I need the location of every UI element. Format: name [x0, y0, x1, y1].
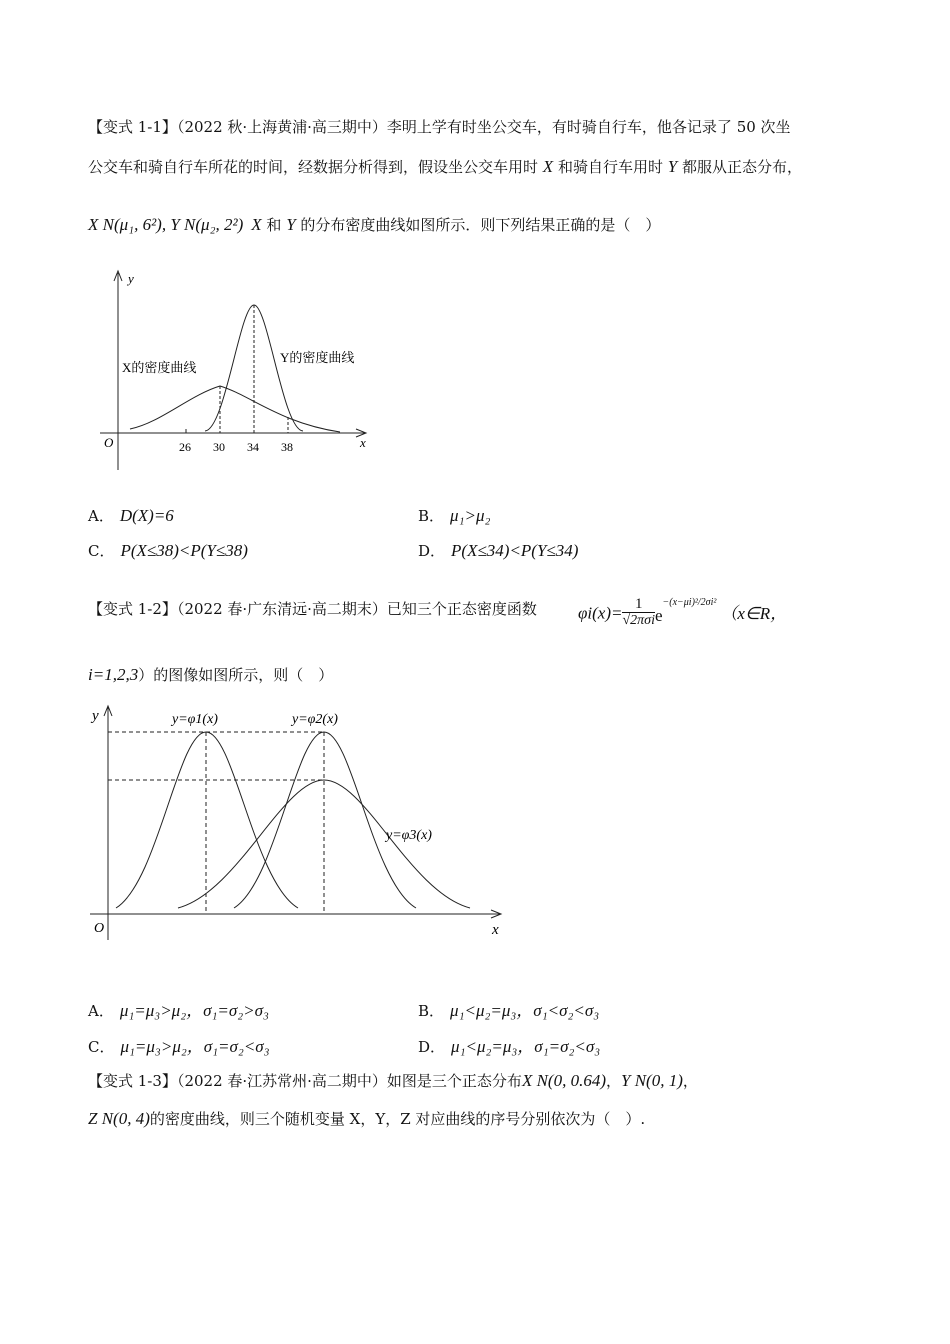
q2-option-d[interactable]	[418, 1036, 600, 1058]
q2-curve1-label: y=φ1(x)	[172, 712, 218, 727]
q2-option-a[interactable]	[88, 1000, 269, 1022]
q2-line1	[88, 598, 537, 620]
q2-option-c-label: C．	[88, 1038, 115, 1056]
q2-option-c-text: μ₁=μ₃>μ₂，σ₁=σ₂<σ₃	[120, 1037, 270, 1056]
q2-index: i=1,2,3	[88, 665, 139, 684]
q1-option-a-text: D(X)=6	[119, 506, 174, 525]
q2-curve-phi1	[116, 732, 298, 908]
q2-option-d-text: μ₁<μ₂=μ₃，σ₁=σ₂<σ₃	[451, 1037, 601, 1056]
q1-option-a-label: A．	[88, 507, 114, 525]
q1-tag: 【变式 1-1】	[88, 118, 177, 136]
q3-text-a: 如图是三个正态分布	[386, 1072, 522, 1090]
q2-func: φi(x)=	[578, 603, 623, 623]
q2-line2-text: ）的图像如图所示，则（ ）	[138, 666, 334, 684]
q1-option-c-text: P(X≤38)<P(Y≤38)	[120, 541, 248, 560]
q1-option-c-label: C．	[88, 542, 115, 560]
q1-figure	[90, 265, 380, 475]
q1-option-d-label: D．	[418, 542, 446, 560]
q2-frac-num: 1	[622, 596, 655, 613]
q2-frac-den: √2πσi	[622, 613, 655, 628]
q1-y-curve-label: Y的密度曲线	[280, 350, 355, 365]
q3-dist1: X N(0, 0.64)	[521, 1071, 606, 1090]
q2-source: （2022 春·广东清远·高二期末）	[176, 600, 387, 618]
q1-x-label: x	[360, 435, 366, 450]
q2-option-b-text: μ₁<μ₂=μ₃，σ₁<σ₂<σ₃	[450, 1001, 600, 1020]
q2-curve-phi2	[234, 732, 416, 908]
q1-y-label: y	[128, 271, 134, 286]
q1-line2-a: 公交车和骑自行车所花的时间，经数据分析得到，假设坐公交车用时	[88, 158, 543, 176]
q2-exponent: −(x−μi)²/2σi²	[662, 596, 717, 608]
q3-sep1: ，	[605, 1072, 621, 1090]
q1-line2	[88, 156, 802, 178]
q1-line2-c: 都服从正态分布，	[677, 158, 802, 176]
q1-tick-38-label: 38	[281, 440, 293, 454]
q2-tag: 【变式 1-2】	[88, 600, 177, 618]
q1-line3-x: X	[251, 215, 262, 234]
q2-x-label: x	[492, 922, 499, 938]
q2-option-b[interactable]	[418, 1000, 599, 1022]
q1-var-x: X	[542, 157, 554, 176]
q3-line1	[88, 1070, 698, 1092]
q1-line3-y: Y	[286, 215, 296, 234]
q1-option-b-text: μ₁>μ₂	[450, 506, 491, 525]
q3-source: （2022 春·江苏常州·高二期中）	[176, 1072, 387, 1090]
q1-var-y: Y	[667, 157, 678, 176]
q1-line3-b: 的分布密度曲线如图所示．则下列结果正确的是（ ）	[295, 216, 661, 234]
q2-y-label: y	[92, 708, 99, 724]
q2-option-c[interactable]	[88, 1036, 270, 1058]
q1-option-c[interactable]	[88, 540, 248, 562]
q2-text-a: 已知三个正态密度函数	[386, 600, 537, 618]
q1-x-curve-label: X的密度曲线	[122, 360, 197, 375]
q1-option-d[interactable]	[418, 540, 578, 562]
q2-line2	[88, 664, 333, 686]
q3-line2-text: 的密度曲线，则三个随机变量 X，Y，Z 对应曲线的序号分别依次为（ ）.	[149, 1110, 646, 1128]
q3-dist3: Z N(0, 4)	[88, 1109, 150, 1128]
q2-option-b-label: B．	[418, 1002, 445, 1020]
q1-dist-formula: X N(μ₁, 6²), Y N(μ₂, 2²)	[88, 215, 244, 234]
q1-option-a[interactable]	[88, 505, 174, 527]
q1-line2-b: 和骑自行车用时	[553, 158, 668, 176]
q1-tick-34-label: 34	[247, 440, 259, 454]
q3-tag: 【变式 1-3】	[88, 1072, 177, 1090]
q2-option-a-text: μ₁=μ₃>μ₂，σ₁=σ₂>σ₃	[119, 1001, 269, 1020]
q1-line1-text: 李明上学有时坐公交车，有时骑自行车，他各记录了 50 次坐	[386, 118, 791, 136]
q3-dist2: Y N(0, 1)	[621, 1071, 683, 1090]
q1-option-d-text: P(X≤34)<P(Y≤34)	[451, 541, 579, 560]
q1-line1	[88, 116, 791, 138]
q2-fraction	[622, 596, 655, 629]
q1-tick-30-label: 30	[213, 440, 225, 454]
q1-x-density-curve	[130, 386, 340, 432]
q2-formula	[578, 598, 787, 631]
q1-line3-a: 和	[261, 216, 287, 234]
q3-line2	[88, 1108, 645, 1130]
q3-sep2: ，	[682, 1072, 698, 1090]
q1-option-b[interactable]	[418, 505, 490, 527]
q2-domain-text: （x∈R，	[720, 603, 788, 623]
q1-source: （2022 秋·上海黄浦·高三期中）	[176, 118, 387, 136]
q1-line3	[88, 214, 660, 236]
q1-option-b-label: B．	[418, 507, 445, 525]
q2-curve2-label: y=φ2(x)	[292, 712, 338, 727]
q2-curve3-label: y=φ3(x)	[386, 828, 432, 843]
q2-origin: O	[94, 921, 105, 936]
q1-tick-26-label: 26	[179, 440, 191, 454]
q2-exp-base: e	[654, 605, 663, 625]
q2-figure	[88, 702, 508, 942]
q2-option-a-label: A．	[88, 1002, 114, 1020]
q1-origin: O	[104, 435, 114, 450]
q2-option-d-label: D．	[418, 1038, 446, 1056]
